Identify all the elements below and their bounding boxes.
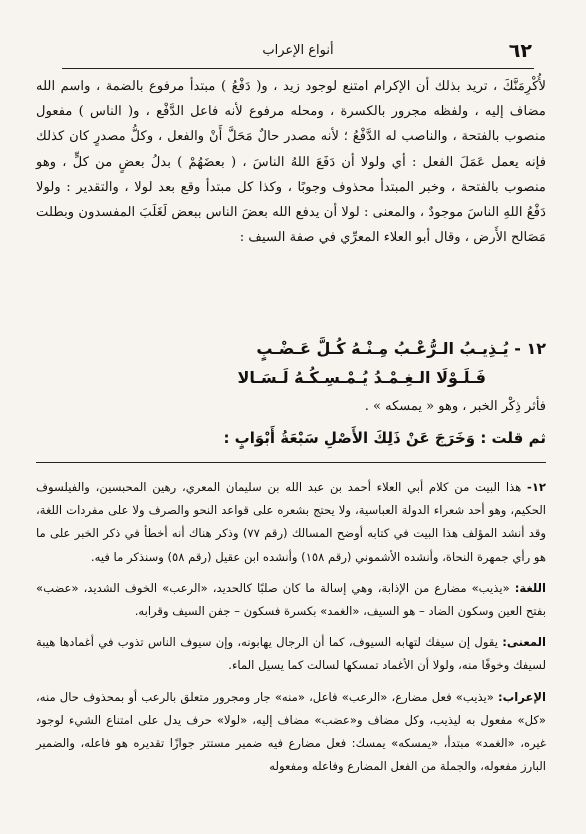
footnote-paragraph bbox=[36, 631, 546, 677]
footnote-text: يقول إن سيفك لتهابه السيوف، كما أن الرجال يهابونه، وإن سيوف الناس تذوب في أغمادها هيبة لسيفك وخوفًا منه، ولولا أن الأغماد تمسكها لسالت كما يسيل الماء. bbox=[36, 635, 546, 673]
footnote-text: هذا البيت من كلام أبي العلاء أحمد بن عبد الله بن سليمان المعري، رهين المحبسين، والفيلسوف الحكيم، وهو أحد شعراء الدولة العباسية، ولا يحتج بشعره على قواعد النحو والصرف ولا على مفردات اللغة، وقد أنشد المؤلف هذا البيت في كتابه أوضح المسالك (رقم ٧٧) وذكر هناك أنه أخطأ في ذكر الخبر على ما هو رأي جمهرة النحاة، وأنشده الأشموني (رقم ١٥٨) وأنشده ابن عقيل (رقم ٥٨) وسنذكر ما فيه. bbox=[36, 480, 547, 564]
poetry-verse bbox=[36, 334, 546, 392]
main-paragraph: لأُكْرِمَنَّكَ ، تريد بذلك أن الإكرام امتنع لوجود زيد ، و( دَفْعُ ) مبتدأ مرفوع بالضمة ، واسم الله مضاف إليه ، ولفظه مجرور بالكسرة ، ومحله مرفوع لأنه فاعل الدَّفْع ، و( الناس ) مفعول منصوب بالفتحة ، والناصب له الدَّفْعُ ؛ لأنه مصدر حالٌ مَحَلَّ أَنْ والفعل ، وكلُّ مصدرٍ كان كذلك فإنه يعمل عَمَلَ الفعل : أي ولولا أن دَفَعَ اللهُ الناسَ ، ( بعضَهُمْ ) بدلُ بعضٍ من كلٍّ ، وهو منصوب بالفتحة ، وخبر المبتدأ محذوف وجوبًا ، وكذا كل مبتدأ وقع بعد لولا ، والتقدير : ولولا دَفْعُ اللهِ الناسَ موجودٌ ، والمعنى : لولا أن يدفع الله بعضَ الناس ببعض لَغَلَبَ المفسدون وبطلت مَصَالح الأَرض ، وقال أبو العلاء المعرِّي في صفة السيف : bbox=[36, 79, 546, 246]
footnote-label: الإعراب: bbox=[498, 689, 546, 704]
footnote-divider bbox=[36, 462, 546, 463]
section-heading: ثم قلت : وَخَرَجَ عَنْ ذَلِكَ الأَصْلِ سَبْعَةُ أَبْوَابٍ : bbox=[223, 429, 546, 447]
footnote-paragraph bbox=[36, 577, 546, 623]
verse-second-hemistich: فَـلَـوْلَا الـغِـمْـدُ يُـمْـسِـكُـهُ لَـسَـالا bbox=[237, 368, 486, 387]
footnotes bbox=[36, 476, 546, 786]
main-text bbox=[36, 74, 546, 250]
footnote-label: ١٢- bbox=[527, 480, 546, 494]
page-header bbox=[62, 38, 534, 69]
footnote-text: «يذيب» مضارع من الإذابة، وهي إسالة ما كان صلبًا كالحديد، «الرعب» الخوف الشديد، «عضب» بفتح العين وسكون الضاد – هو السيف، «الغمد» بكسرة فسكون – جفن السيف وقرابه. bbox=[36, 580, 546, 619]
footnote-paragraph bbox=[36, 476, 546, 569]
footnote-paragraph bbox=[36, 686, 546, 779]
footnote-label: المعنى: bbox=[502, 635, 547, 650]
chapter-title: أنواع الإعراب bbox=[262, 43, 334, 58]
footnote-label: اللغة: bbox=[514, 580, 546, 595]
verse-first-hemistich: ١٢ - يُـذِيـبُ الـرُّعْـبُ مِـنْـهُ كُـلَّ عَـضْـبٍ bbox=[256, 339, 546, 358]
footnote-text: «يذيب» فعل مضارع، «الرعب» فاعل، «منه» جار ومجرور متعلق بالرعب أو بمحذوف حال منه، «كل» مفعول به ليذيب، وكل مضاف و«عضب» مضاف إليه، «لولا» حرف يدل على امتناع الشيء لوجود غيره، «الغمد» مبتدأ، «يمسكه» يمسك: فعل مضارع فيه ضمير مستتر جوازًا تقديره هو فاعله، والضمير البارز مفعوله، والجملة من الفعل المضارع وفاعله ومفعوله bbox=[36, 689, 546, 774]
page-number: ٦٢ bbox=[508, 40, 532, 62]
verse-comment: فأثر ذِكْر الخبر ، وهو « يمسكه » . bbox=[364, 399, 546, 414]
